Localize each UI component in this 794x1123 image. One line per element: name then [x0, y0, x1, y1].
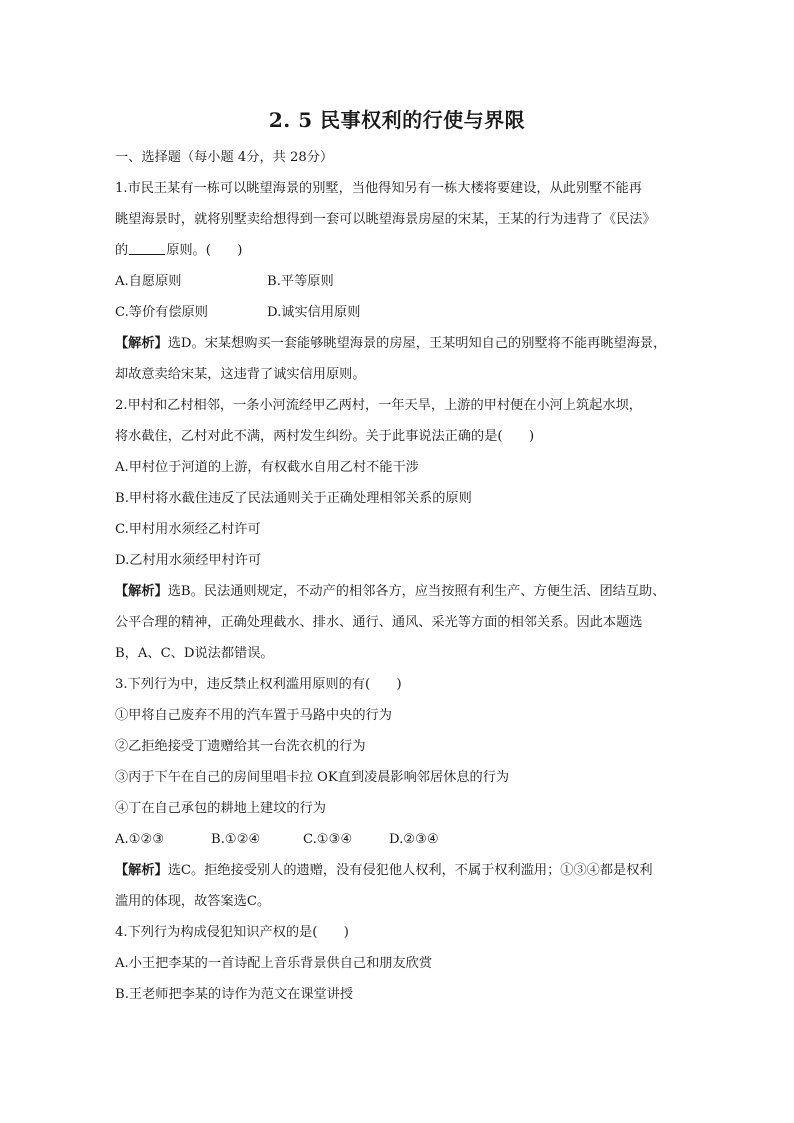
analysis-tag: 【解析】: [115, 584, 168, 599]
question-3-option-a: A.①②③: [115, 832, 165, 847]
question-3-item-2: ②乙拒绝接受丁遗赠给其一台洗衣机的行为: [115, 739, 366, 754]
question-3-analysis-text-1: 选C。拒绝接受别人的遗赠，没有侵犯他人权利，不属于权利滥用；①③④都是权利: [167, 863, 653, 878]
question-2-stem-line-1: 2.甲村和乙村相邻，一条小河流经甲乙两村，一年天旱，上游的甲村便在小河上筑起水坝，: [115, 398, 642, 413]
question-4-stem: 4.下列行为构成侵犯知识产权的是( ): [115, 925, 349, 940]
question-3-option-d: D.②③④: [389, 832, 439, 847]
question-2-option-d: D.乙村用水须经甲村许可: [115, 553, 262, 568]
question-3-item-4: ④丁在自己承包的耕地上建坟的行为: [115, 801, 326, 816]
question-2-analysis-line-3: B，A、C、D说法都错误。: [115, 646, 274, 661]
analysis-tag: 【解析】: [115, 336, 168, 351]
question-1-stem-line-3: [115, 235, 683, 266]
question-3-option-c: C.①③④: [303, 832, 353, 847]
question-3-analysis-line-2: 滥用的体现，故答案选C。: [115, 894, 271, 909]
question-1-analysis-line-1: [115, 328, 683, 359]
document-title: 2. 5 民事权利的行使与界限: [268, 108, 526, 132]
question-2-option-a: A.甲村位于河道的上游，有权截水自用乙村不能干涉: [115, 460, 419, 475]
question-2-analysis-line-1: [115, 576, 683, 607]
answer-blank: [129, 240, 165, 255]
question-3-options: [115, 824, 683, 855]
question-1-options-row-1: [115, 266, 683, 297]
section-heading: 一、选择题（每小题 4分，共 28分）: [115, 150, 334, 165]
question-1-stem-line-2: 眺望海景时，就将别墅卖给想得到一套可以眺望海景房屋的宋某，王某的行为违背了《民法》: [115, 212, 656, 227]
question-2-analysis-line-2: 公平合理的精神，正确处理截水、排水、通行、通风、采光等方面的相邻关系。因此本题选: [115, 615, 643, 630]
question-2-option-b: B.甲村将水截住违反了民法通则关于正确处理相邻关系的原则: [115, 491, 472, 506]
question-4-option-a: A.小王把李某的一首诗配上音乐背景供自己和朋友欣赏: [115, 956, 433, 971]
question-1-stem-line-1: 1.市民王某有一栋可以眺望海景的别墅，当他得知另有一栋大楼将要建设，从此别墅不能再: [115, 181, 642, 196]
question-2-stem-line-2: 将水截住，乙村对此不满，两村发生纠纷。关于此事说法正确的是( ): [115, 429, 535, 444]
question-1-option-b: B.平等原则: [267, 274, 334, 289]
question-4-option-b: B.王老师把李某的诗作为范文在课堂讲授: [115, 987, 354, 1002]
analysis-tag: 【解析】: [115, 863, 168, 878]
question-3-analysis-line-1: [115, 855, 683, 886]
question-1-stem-post: 原则。( ): [166, 243, 243, 258]
question-1-option-a: A.自愿原则: [115, 274, 182, 289]
question-1-options-row-2: [115, 297, 683, 328]
question-1-option-d: D.诚实信用原则: [267, 305, 361, 320]
document-content: [115, 142, 683, 1010]
question-1-analysis-line-2: 却故意卖给宋某，这违背了诚实信用原则。: [115, 367, 366, 382]
question-2-analysis-text-1: 选B。民法通则规定，不动产的相邻各方，应当按照有利生产、方便生活、团结互助、: [167, 584, 666, 599]
question-1-stem-pre: 的: [115, 243, 129, 258]
question-3-item-1: ①甲将自己废弃不用的汽车置于马路中央的行为: [115, 708, 392, 723]
question-3-item-3: ③丙于下午在自己的房间里唱卡拉 OK直到凌晨影响邻居休息的行为: [115, 770, 510, 785]
question-3-option-b: B.①②④: [211, 832, 261, 847]
question-2-option-c: C.甲村用水须经乙村许可: [115, 522, 261, 537]
question-1-analysis-text-1: 选D。宋某想购买一套能够眺望海景的房屋，王某明知自己的别墅将不能再眺望海景，: [167, 336, 667, 351]
question-1-option-c: C.等价有偿原则: [115, 305, 208, 320]
question-3-stem: 3.下列行为中，违反禁止权利滥用原则的有( ): [115, 677, 402, 692]
